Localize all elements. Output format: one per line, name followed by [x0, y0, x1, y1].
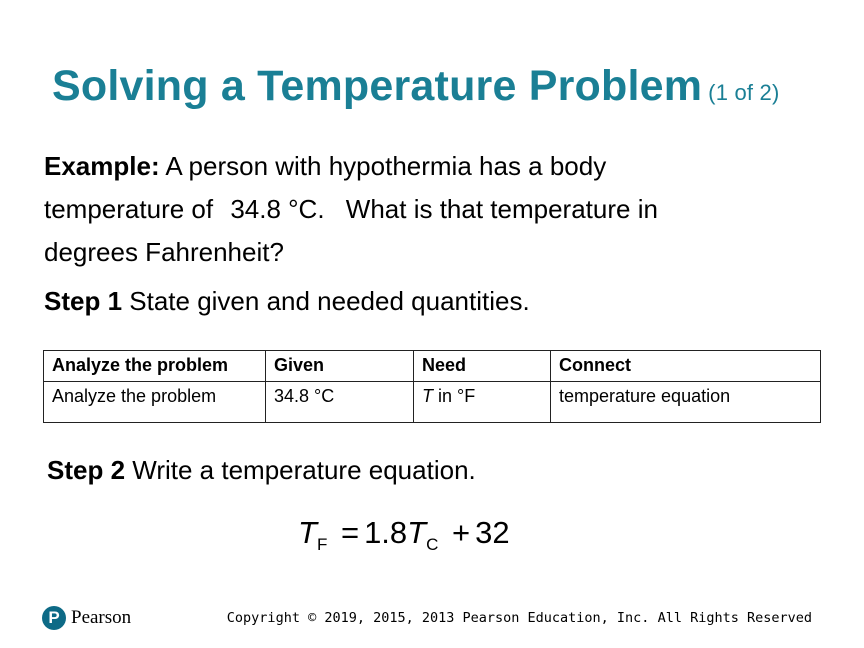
equation-coefficient: 1.8	[364, 515, 408, 550]
equation-lhs-sub: F	[316, 535, 328, 554]
equation-rhs-sub: C	[426, 535, 439, 554]
table-header-row	[44, 351, 821, 382]
temperature-equation	[298, 515, 510, 555]
example-text-before: A person with hypothermia has a body temperature of	[44, 151, 607, 224]
cell-need	[414, 382, 551, 423]
step-2-label: Step 2	[47, 455, 126, 485]
equation-rhs-var: T	[407, 515, 427, 550]
equation-equals: =	[340, 515, 360, 550]
pearson-logo-text: Pearson	[71, 607, 132, 628]
step-1	[44, 286, 530, 317]
header-analyze: Analyze the problem	[44, 351, 266, 382]
example-temperature-value: 34.8 °C.	[230, 194, 325, 224]
equation-lhs-var: T	[298, 515, 317, 550]
header-given: Given	[266, 351, 414, 382]
need-unit: in °F	[438, 386, 476, 406]
slide-title	[52, 62, 779, 111]
step-1-text: State given and needed quantities.	[129, 286, 530, 316]
example-paragraph	[44, 145, 744, 274]
header-connect: Connect	[551, 351, 821, 382]
step-1-label: Step 1	[44, 286, 123, 316]
pearson-logo	[42, 606, 131, 630]
title-main: Solving a Temperature Problem	[52, 62, 703, 110]
copyright-notice: Copyright © 2019, 2015, 2013 Pearson Education, Inc. All Rights Reserved	[226, 610, 812, 626]
need-variable: T	[422, 386, 433, 406]
equation-plus: +	[452, 515, 471, 550]
title-page-indicator: (1 of 2)	[708, 80, 780, 105]
example-text-after: What is that temperature in degrees Fahrenheit?	[44, 194, 658, 267]
cell-given: 34.8 °C	[266, 382, 414, 423]
cell-connect: temperature equation	[551, 382, 821, 423]
step-2	[47, 455, 476, 486]
example-label: Example:	[44, 151, 160, 181]
equation-constant: 32	[475, 515, 510, 550]
table-row	[44, 382, 821, 423]
header-need: Need	[414, 351, 551, 382]
analysis-table	[43, 350, 821, 423]
cell-analyze: Analyze the problem	[44, 382, 266, 423]
step-2-text: Write a temperature equation.	[132, 455, 476, 485]
pearson-logo-icon: P	[42, 606, 66, 630]
